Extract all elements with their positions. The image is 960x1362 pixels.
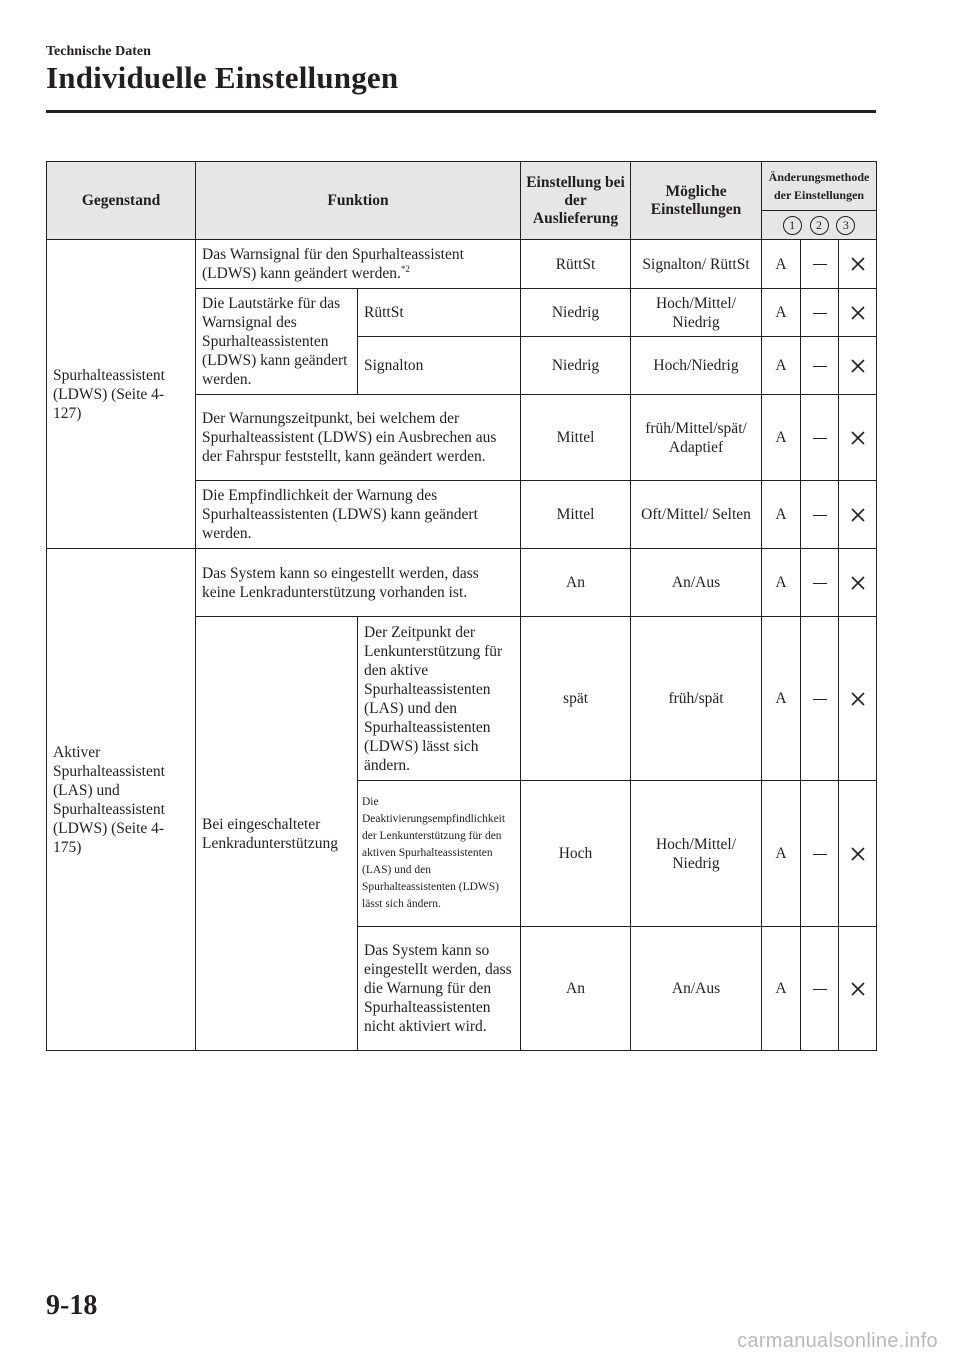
moegliche-cell: Hoch/Niedrig [631, 337, 762, 395]
method-1-cell: A [762, 927, 801, 1051]
funktion-sub-cell: Die Deaktivierungsempfindlichkeit der Lenkunterstützung für den aktiven Spurhalteassistenten (LAS) und den Spurhalteassistenten (LDWS) lässt sich ändern. [358, 781, 521, 927]
funktion-sub-cell: RüttSt [358, 289, 521, 337]
funktion-cell [196, 240, 521, 289]
method-2-cell [801, 395, 839, 481]
dash-icon [813, 438, 827, 439]
method-2-cell [801, 481, 839, 549]
einstellung-cell: spät [521, 617, 631, 781]
page-number: 9-18 [46, 1290, 98, 1321]
moegliche-cell: früh/spät [631, 617, 762, 781]
dash-icon [813, 699, 827, 700]
funktion-cell: Der Warnungszeitpunkt, bei welchem der Spurhalteassistent (LDWS) ein Ausbrechen aus der Fahrspur feststellt, kann geändert werden. [196, 395, 521, 481]
x-icon [850, 981, 866, 997]
method-2-cell [801, 549, 839, 617]
dash-icon [813, 515, 827, 516]
method-2-cell [801, 617, 839, 781]
gegenstand-cell: Aktiver Spurhalteassistent (LAS) und Spurhalteassistent (LDWS) (Seite 4-175) [47, 549, 196, 1051]
header-funktion: Funktion [196, 162, 521, 240]
method-3-cell [839, 781, 877, 927]
funktion-cell: Die Lautstärke für das Warnsignal des Spurhalteassistenten (LDWS) kann geändert werden. [196, 289, 358, 395]
funktion-cell: Bei eingeschalteter Lenkradunterstützung [196, 617, 358, 1051]
method-2-cell [801, 337, 839, 395]
method-1-cell: A [762, 337, 801, 395]
x-icon [850, 305, 866, 321]
x-icon [850, 691, 866, 707]
method-1-cell: A [762, 617, 801, 781]
method-2-cell [801, 240, 839, 289]
moegliche-cell: An/Aus [631, 549, 762, 617]
method-2-cell [801, 781, 839, 927]
einstellung-cell: An [521, 549, 631, 617]
method-3-cell [839, 481, 877, 549]
method-3-cell [839, 240, 877, 289]
method-1-cell: A [762, 395, 801, 481]
funktion-cell: Die Empfindlichkeit der Warnung des Spurhalteassistenten (LDWS) kann geändert werden. [196, 481, 521, 549]
x-icon [850, 846, 866, 862]
dash-icon [813, 854, 827, 855]
funktion-cell: Das System kann so eingestellt werden, dass keine Lenkradunterstützung vorhanden ist. [196, 549, 521, 617]
page-title: Individuelle Einstellungen [46, 60, 399, 95]
method-1-cell: A [762, 240, 801, 289]
method-1-cell: A [762, 289, 801, 337]
dash-icon [813, 313, 827, 314]
x-icon [850, 256, 866, 272]
table-row [47, 549, 877, 617]
einstellung-cell: RüttSt [521, 240, 631, 289]
dash-icon [813, 366, 827, 367]
section-label: Technische Daten [46, 44, 151, 59]
title-rule [46, 110, 876, 113]
method-3-cell [839, 337, 877, 395]
method-3-number: 3 [836, 216, 855, 235]
einstellung-cell: Hoch [521, 781, 631, 927]
einstellung-cell: Mittel [521, 395, 631, 481]
x-icon [850, 430, 866, 446]
header-gegenstand: Gegenstand [47, 162, 196, 240]
method-3-cell [839, 927, 877, 1051]
method-1-cell: A [762, 481, 801, 549]
watermark: carmanualsonline.info [737, 1330, 938, 1352]
x-icon [850, 358, 866, 374]
footnote-mark: *2 [400, 263, 410, 274]
header-methods [762, 211, 877, 240]
method-3-cell [839, 395, 877, 481]
method-3-cell [839, 617, 877, 781]
einstellung-cell: Mittel [521, 481, 631, 549]
moegliche-cell: Hoch/Mittel/ Niedrig [631, 289, 762, 337]
einstellung-cell: An [521, 927, 631, 1051]
method-1-number: 1 [783, 216, 802, 235]
method-2-number: 2 [810, 216, 829, 235]
header-moegliche: Mögliche Einstellungen [631, 162, 762, 240]
moegliche-cell: früh/Mittel/spät/ Adaptief [631, 395, 762, 481]
dash-icon [813, 989, 827, 990]
moegliche-cell: Oft/Mittel/ Selten [631, 481, 762, 549]
moegliche-cell: Signalton/ RüttSt [631, 240, 762, 289]
header-einstellung: Einstellung bei der Auslieferung [521, 162, 631, 240]
x-icon [850, 575, 866, 591]
table-row [47, 240, 877, 289]
funktion-text: Das Warnsignal für den Spurhalteassistent (LDWS) kann geändert werden. [202, 246, 464, 282]
moegliche-cell: An/Aus [631, 927, 762, 1051]
funktion-sub-cell: Der Zeitpunkt der Lenkunterstützung für den aktive Spurhalteassistenten (LAS) und den Spurhalteassistenten (LDWS) lässt sich ändern. [358, 617, 521, 781]
funktion-sub-cell: Das System kann so eingestellt werden, dass die Warnung für den Spurhalteassistenten nicht aktiviert wird. [358, 927, 521, 1051]
funktion-sub-cell: Signalton [358, 337, 521, 395]
einstellung-cell: Niedrig [521, 337, 631, 395]
header-aenderung: Änderungsmethode der Einstellungen [762, 162, 877, 211]
method-1-cell: A [762, 549, 801, 617]
method-3-cell [839, 289, 877, 337]
einstellung-cell: Niedrig [521, 289, 631, 337]
method-3-cell [839, 549, 877, 617]
dash-icon [813, 583, 827, 584]
x-icon [850, 507, 866, 523]
dash-icon [813, 264, 827, 265]
gegenstand-cell: Spurhalteassistent (LDWS) (Seite 4-127) [47, 240, 196, 549]
method-1-cell: A [762, 781, 801, 927]
moegliche-cell: Hoch/Mittel/ Niedrig [631, 781, 762, 927]
method-2-cell [801, 289, 839, 337]
method-2-cell [801, 927, 839, 1051]
settings-table [46, 161, 877, 1051]
